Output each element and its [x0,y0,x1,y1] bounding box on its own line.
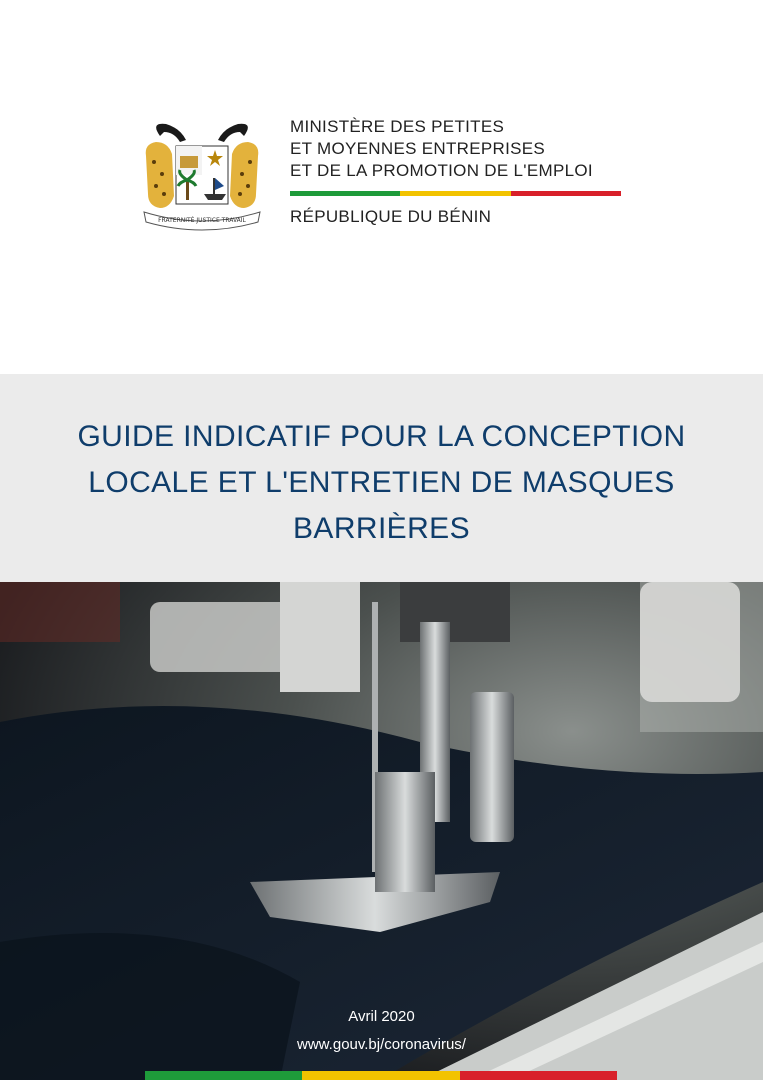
title-line-3: BARRIÈRES [293,512,470,545]
flag-red [511,191,621,196]
coat-of-arms-icon [140,116,264,232]
bottom-flag-green [145,1071,302,1080]
publication-date: Avril 2020 [348,1008,415,1025]
title-line-2: LOCALE ET L'ENTRETIEN DE MASQUES [88,466,675,499]
ministry-name [290,116,630,182]
flag-stripe [290,191,621,196]
republic-name: RÉPUBLIQUE DU BÉNIN [290,207,492,226]
document-title [0,414,763,552]
flag-yellow [400,191,510,196]
bottom-flag-red [460,1071,617,1080]
title-line-1: GUIDE INDICATIF POUR LA CONCEPTION [77,420,686,453]
bottom-flag-stripe [145,1071,617,1080]
ministry-line-1: MINISTÈRE DES PETITES [290,117,505,136]
bottom-flag-yellow [302,1071,459,1080]
sewing-machine-illustration [0,582,763,1080]
ministry-line-2: ET MOYENNES ENTREPRISES [290,139,546,158]
flag-green [290,191,400,196]
svg-text:FRATERNITÉ JUSTICE TRAVAIL: FRATERNITÉ JUSTICE TRAVAIL [158,217,246,224]
cover-header [0,0,763,374]
ministry-line-3: ET DE LA PROMOTION DE L'EMPLOI [290,161,593,180]
website-url[interactable]: www.gouv.bj/coronavirus/ [297,1036,466,1053]
sewing-machine-photo [0,582,763,1080]
